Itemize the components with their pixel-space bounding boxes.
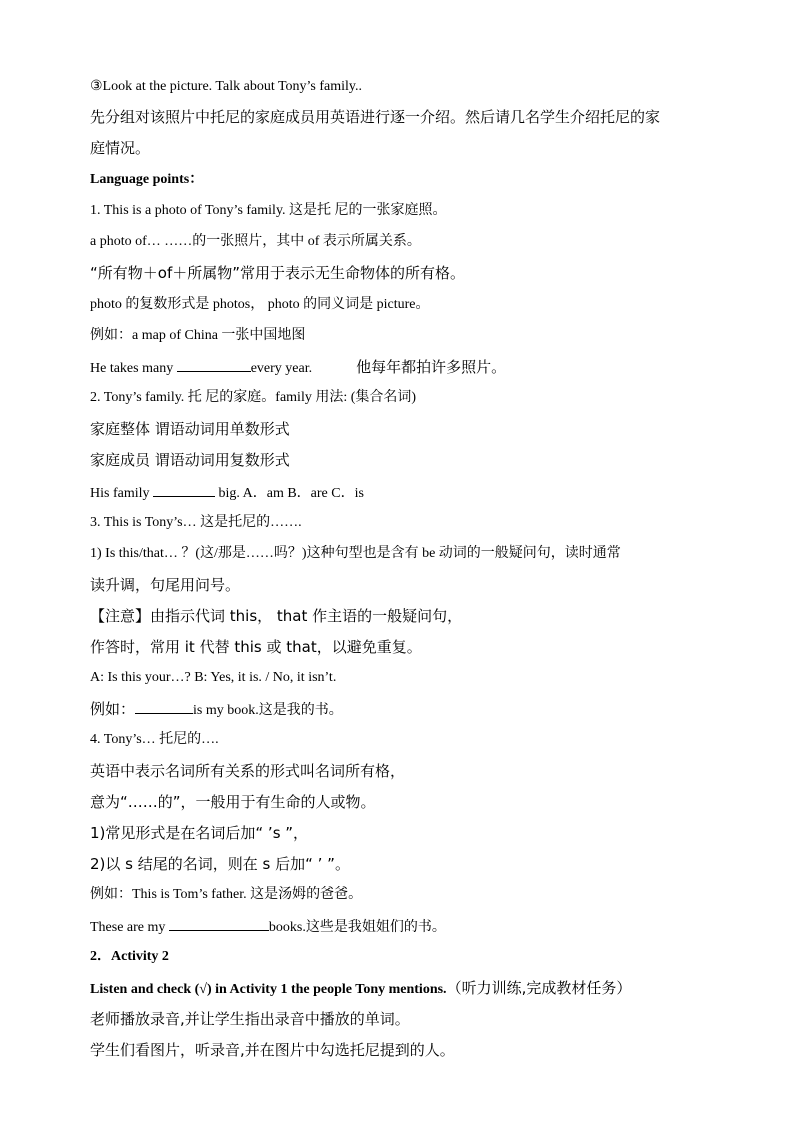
exercise-text: His family: [90, 486, 153, 501]
answer-blank[interactable]: [153, 482, 215, 497]
exercise-text: books.这些是我姐姐们的书。: [268, 920, 446, 935]
point-1-note-a: a photo of… ……的一张照片，其中 of 表示所属关系。: [90, 234, 421, 249]
point-1-title: 1. This is a photo of Tony’s family. 这是托 尼的一张家庭照。: [90, 203, 447, 218]
point-4-rule-2: 2)以 s 结尾的名词，则在 s 后加“ ’ ”。: [90, 855, 350, 873]
point-4-rule-1: 1)常见形式是在名词后加“ ’s ”，: [90, 824, 309, 842]
point-4-note-a: 英语中表示名词所有关系的形式叫名词所有格，: [90, 762, 406, 780]
point-2-title: 2. Tony’s family. 托 尼的家庭。family 用法: (集合名词): [90, 390, 417, 405]
activity-2-teacher: 老师播放录音,并让学生指出录音中播放的单词。: [90, 1010, 410, 1028]
point-1-note-c: photo 的复数形式是 photos， photo 的同义词是 picture。: [90, 297, 430, 312]
exercise-photos: [90, 357, 734, 379]
exercise-family: [90, 482, 734, 504]
exercise-text: These are my: [90, 920, 169, 935]
exercise-text: every year.: [250, 361, 313, 376]
exercise-text: 例如：: [90, 700, 136, 718]
exercise-translation: 他每年都拍许多照片。: [356, 358, 507, 376]
activity-2-task: [90, 978, 734, 1000]
answer-blank[interactable]: [177, 357, 251, 372]
step-3-heading: ③Look at the picture. Talk about Tony’s family..: [90, 79, 363, 94]
point-4-example: 例如：This is Tom’s father. 这是汤姆的爸爸。: [90, 887, 363, 902]
activity-2-task-cn: （听力训练,完成教材任务）: [446, 979, 632, 997]
point-4-title: 4. Tony’s… 托尼的….: [90, 732, 219, 747]
point-3-title: 3. This is Tony’s… 这是托尼的…….: [90, 515, 302, 530]
point-1-example: 例如：a map of China 一张中国地图: [90, 328, 306, 343]
point-3-attention-cont: 作答时，常用 it 代替 this 或 that，以避免重复。: [90, 638, 422, 656]
exercise-books: [90, 916, 734, 938]
step-3-instruction: 先分组对该照片中托尼的家庭成员用英语进行逐一介绍。然后请几名学生介绍托尼的家: [90, 108, 661, 126]
point-3-attention: 【注意】由指示代词 this， that 作主语的一般疑问句，: [90, 607, 463, 625]
language-points-heading: Language points：: [90, 172, 204, 187]
activity-2-task-en: Listen and check (√) in Activity 1 the people Tony mentions.: [90, 982, 447, 997]
point-2-note-a: 家庭整体 谓语动词用单数形式: [90, 420, 290, 438]
exercise-text: big. A．am B．are C．is: [215, 486, 364, 501]
point-1-note-b: “所有物＋of＋所属物”常用于表示无生命物体的所有格。: [90, 264, 466, 282]
exercise-book: [90, 699, 734, 721]
answer-blank[interactable]: [169, 916, 269, 931]
point-2-note-b: 家庭成员 谓语动词用复数形式: [90, 451, 290, 469]
activity-2-students: 学生们看图片，听录音,并在图片中勾选托尼提到的人。: [90, 1041, 455, 1059]
exercise-text: is my book.这是我的书。: [193, 703, 343, 718]
point-3-dialogue: A: Is this your…? B: Yes, it is. / No, it isn’t.: [90, 670, 337, 685]
activity-2-heading: 2．Activity 2: [90, 949, 169, 964]
answer-blank[interactable]: [135, 699, 193, 714]
point-3-note-a: 1) Is this/that… ？(这/那是……吗？)这种句型也是含有 be 动词的一般疑问句，读时通常: [90, 546, 621, 561]
point-3-note-a-cont: 读升调，句尾用问号。: [90, 576, 241, 594]
exercise-text: He takes many: [90, 361, 177, 376]
step-3-instruction-cont: 庭情况。: [90, 139, 151, 157]
point-4-note-b: 意为“……的”，一般用于有生命的人或物。: [90, 793, 376, 811]
